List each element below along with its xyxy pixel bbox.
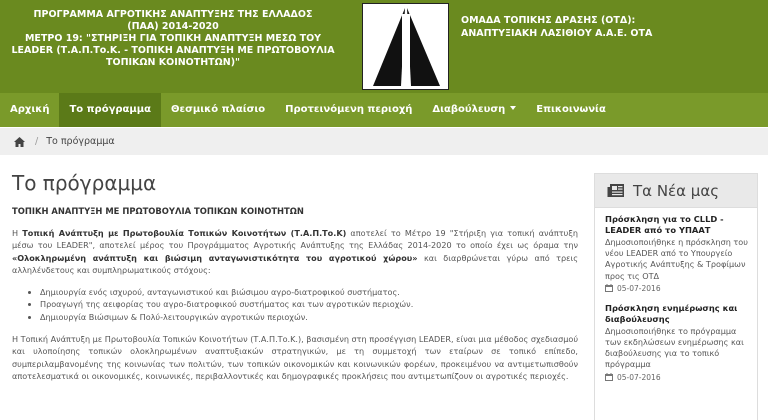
news-date xyxy=(605,373,749,386)
news-item[interactable] xyxy=(595,208,757,297)
newspaper-icon xyxy=(607,183,625,198)
list-item: • Δημιουργία Βιώσιμων & Πολύ-λειτουργικών αγροτικών περιοχών. xyxy=(40,311,578,323)
list-item: • Δημιουργία ενός ισχυρού, ανταγωνιστικού και βιώσιμου αγρο-διατροφικού συστήματος. xyxy=(40,286,578,298)
intro-paragraph xyxy=(12,227,578,276)
news-date-text: 05-07-2016 xyxy=(617,372,661,382)
nav-item-program[interactable] xyxy=(59,93,161,127)
site-logo[interactable] xyxy=(362,3,449,90)
bold-text: Τοπική Ανάπτυξη με Πρωτοβουλία Τοπικών Κοινοτήτων (Τ.Α.Π.Το.Κ) xyxy=(22,228,347,238)
nav-item-label: Θεσμικό πλαίσιο xyxy=(171,104,266,115)
nav-item-consultation[interactable] xyxy=(422,93,526,127)
news-header xyxy=(595,174,757,208)
header-lag-title xyxy=(461,14,652,40)
site-header xyxy=(0,0,768,93)
list-item: • Προαγωγή της αειφορίας του αγρο-διατροφικού συστήματος και των αγροτικών περιοχών. xyxy=(40,298,578,310)
news-item-text: Δημοσιοποιήθηκε το πρόγραμμα των εκδηλώσεων ενημέρωσης και διαβούλευσης για το τοπικό πρόγραμμα xyxy=(605,325,744,370)
header-right-line: ΑΝΑΠΤΥΞΙΑΚΗ ΛΑΣΙΘΙΟΥ Α.Α.Ε. ΟΤΑ xyxy=(461,28,653,39)
calendar-icon xyxy=(605,284,613,292)
nav-item-label: Προτεινόμενη περιοχή xyxy=(285,104,413,115)
caret-down-icon xyxy=(510,106,516,110)
nav-item-label: Αρχική xyxy=(10,104,50,115)
news-item[interactable] xyxy=(595,297,757,386)
header-right-line: ΟΜΑΔΑ ΤΟΠΙΚΗΣ ΔΡΑΣΗΣ (ΟΤΔ): xyxy=(461,15,636,26)
objectives-list xyxy=(40,286,578,323)
news-date-text: 05-07-2016 xyxy=(617,283,661,293)
text-run: αποτελεί το Μέτρο 19 "Στήριξη για τοπική ανάπτυξη μέσω του LEADER", αποτελεί μέρος του Προγράμματος Αγροτικής Ανάπτυξης της Ελλάδας 2014-2020 το οποίο έχει ως όραμα την xyxy=(12,228,578,251)
news-item-title[interactable]: Πρόσκληση ενημέρωσης και διαβούλευσης xyxy=(605,302,738,324)
nav-item-contact[interactable] xyxy=(526,93,616,127)
text-run: και διαρθρώνεται γύρω από τρεις αλληλένδετους και συμπληρωματικούς στόχους: xyxy=(12,252,578,275)
nav-item-home[interactable] xyxy=(0,93,59,127)
header-program-title xyxy=(8,9,338,69)
page-title: Το πρόγραμμα xyxy=(12,171,157,195)
header-left-line: ΤΟΠΙΚΩΝ ΚΟΙΝΟΤΗΤΩΝ)" xyxy=(106,57,240,68)
news-sidebar xyxy=(594,173,758,420)
header-left-line: LEADER (Τ.Α.Π.Το.Κ. - ΤΟΠΙΚΗ ΑΝΑΠΤΥΞΗ ΜΕ ΠΡΩΤΟΒΟΥΛΙΑ xyxy=(11,45,335,56)
nav-item-label: Το πρόγραμμα xyxy=(69,104,152,115)
breadcrumb-current: Το πρόγραμμα xyxy=(46,136,115,147)
nav-item-label: Διαβούλευση xyxy=(432,104,506,115)
header-left-line: (ΠΑΑ) 2014-2020 xyxy=(127,21,219,32)
header-left-line: ΜΕΤΡΟ 19: "ΣΤΗΡΙΞΗ ΓΙΑ ΤΟΠΙΚΗ ΑΝΑΠΤΥΞΗ ΜΕΣΩ ΤΟΥ xyxy=(24,33,322,44)
home-icon[interactable] xyxy=(14,137,25,147)
logo-triangle-icon xyxy=(363,4,448,89)
nav-item-label: Επικοινωνία xyxy=(536,104,606,115)
text-run: Η xyxy=(12,228,23,238)
news-item-text: Δημοσιοποιήθηκε η πρόσκληση του νέου LEADER από το Υπουργείο Αγροτικής Ανάπτυξης & Τροφίμων προς τις ΟΤΔ xyxy=(605,237,748,281)
nav-item-legal-framework[interactable] xyxy=(161,93,275,127)
news-date xyxy=(605,284,749,297)
bold-text: «Ολοκληρωμένη ανάπτυξη και βιώσιμη ανταγωνιστικότητα του αγροτικού χώρου» xyxy=(12,252,418,263)
header-left-line: ΠΡΟΓΡΑΜΜΑ ΑΓΡΟΤΙΚΗΣ ΑΝΑΠΤΥΞΗΣ ΤΗΣ ΕΛΛΑΔΟΣ xyxy=(33,9,313,20)
nav-item-proposed-area[interactable] xyxy=(275,93,422,127)
breadcrumb-separator: / xyxy=(35,136,39,147)
main-nav xyxy=(0,93,768,127)
main-content xyxy=(12,170,578,382)
news-item-title[interactable]: Πρόσκληση για το CLLD - LEADER από το ΥΠΑΑΤ xyxy=(605,214,724,235)
page-subtitle: ΤΟΠΙΚΗ ΑΝΑΠΤΥΞΗ ΜΕ ΠΡΩΤΟΒΟΥΛΙΑ ΤΟΠΙΚΩΝ ΚΟΙΝΟΤΗΤΩΝ xyxy=(12,206,304,216)
news-title: Τα Νέα μας xyxy=(633,181,720,200)
calendar-icon xyxy=(605,373,613,381)
description-paragraph: Η Τοπική Ανάπτυξη με Πρωτοβουλία Τοπικών Κοινοτήτων (Τ.Α.Π.Το.Κ.), βασισμένη στη προσέγγιση LEADER, είναι μια μέθοδος σχεδιασμού και υλοποίησης τοπικών ολοκληρωμένων αναπτυξιακών στρατηγικών, με τη συμμετοχή των εταίρων σε τοπικό επίπεδο, συμπεριλαμβανομένης της κοινωνίας των πολιτών, των τοπικών οικονομικών και κοινωνικών φορέων, προκειμένου να αντιμετωπισθούν αποτελεσματικά οι οικονομικές, κοινωνικές, περιβαλλοντικές και δημογραφικές προκλήσεις που αντιμετωπίζουν οι αγροτικές περιοχές. xyxy=(12,334,578,381)
breadcrumb xyxy=(0,128,768,155)
